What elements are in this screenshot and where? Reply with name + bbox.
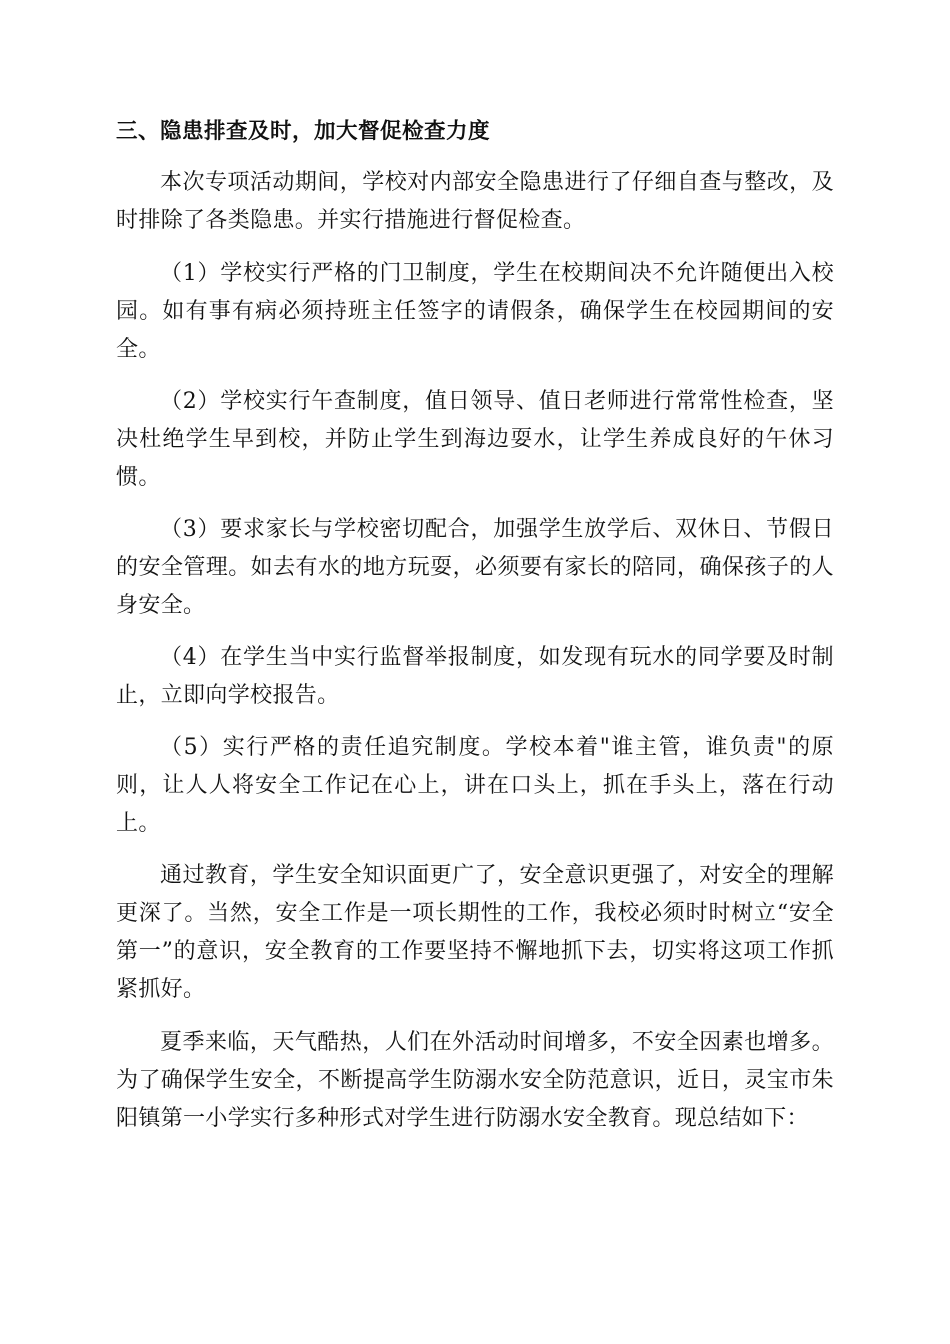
measure-3-paragraph: （3）要求家长与学校密切配合，加强学生放学后、双休日、节假日的安全管理。如去有水的地方玩耍，必须要有家长的陪同，确保孩子的人身安全。 <box>116 517 834 618</box>
section-heading: 三、隐患排查及时，加大督促检查力度 <box>116 119 491 144</box>
intro-paragraph: 本次专项活动期间，学校对内部安全隐患进行了仔细自查与整改，及时排除了各类隐患。并实行措施进行督促检查。 <box>116 170 834 233</box>
measure-2-paragraph: （2）学校实行午查制度，值日领导、值日老师进行常常性检查，坚决杜绝学生早到校，并防止学生到海边耍水，让学生养成良好的午休习惯。 <box>116 389 834 490</box>
measure-4-paragraph: （4）在学生当中实行监督举报制度，如发现有玩水的同学要及时制止，立即向学校报告。 <box>116 645 834 708</box>
summary-paragraph: 通过教育，学生安全知识面更广了，安全意识更强了，对安全的理解更深了。当然，安全工作是一项长期性的工作，我校必须时时树立“安全第一”的意识，安全教育的工作要坚持不懈地抓下去，切实将这项工作抓紧抓好。 <box>116 863 834 1002</box>
measure-5-paragraph: （5）实行严格的责任追究制度。学校本着"谁主管，谁负责"的原则，让人人将安全工作记在心上，讲在口头上，抓在手头上，落在行动上。 <box>116 735 834 836</box>
summer-intro-paragraph: 夏季来临，天气酷热，人们在外活动时间增多，不安全因素也增多。为了确保学生安全，不断提高学生防溺水安全防范意识，近日，灵宝市朱阳镇第一小学实行多种形式对学生进行防溺水安全教育。现总结如下： <box>116 1030 834 1131</box>
measure-1-paragraph: （1）学校实行严格的门卫制度，学生在校期间决不允许随便出入校园。如有事有病必须持班主任签字的请假条，确保学生在校园期间的安全。 <box>116 261 834 362</box>
